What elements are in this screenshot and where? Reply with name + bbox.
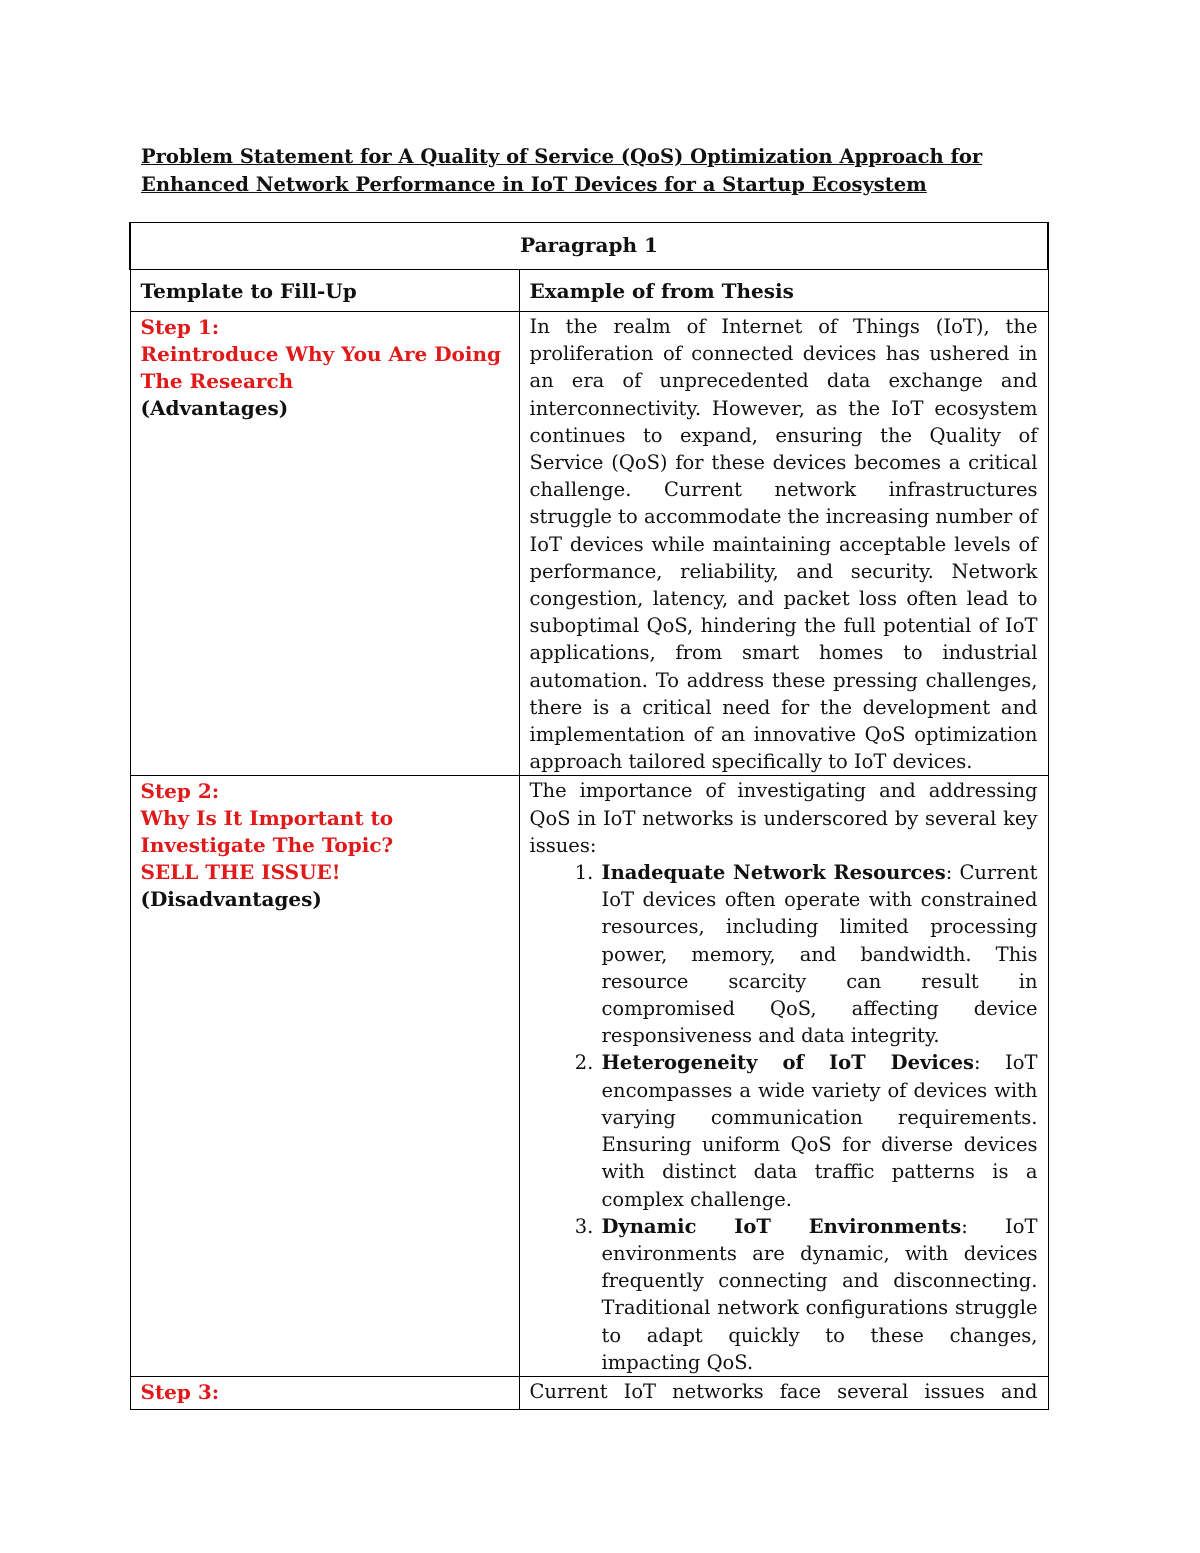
list-item	[600, 859, 1038, 1049]
step-2-heading: Why Is It Important to Investigate The Topic?	[140, 806, 394, 858]
step-2-label: Step 2:	[140, 779, 220, 804]
step-2-example	[519, 776, 1048, 1376]
step-2-note: (Disadvantages)	[140, 887, 322, 912]
table-row	[130, 312, 1048, 776]
step-1-note: (Advantages)	[140, 396, 289, 420]
document-title: Problem Statement for A Quality of Service (QoS) Optimization Approach for Enhanced Network Performance in IoT Devices for a Startup Ecosystem	[141, 145, 983, 196]
step-3-cell	[130, 1376, 519, 1409]
issue-term: Heterogeneity of IoT Devices	[601, 1051, 974, 1075]
issues-list	[530, 859, 1038, 1376]
issue-text: : IoT encompasses a wide variety of devices with varying communication requirements. Ensuring uniform QoS for diverse devices with distinct data traffic patterns is a complex challenge.	[601, 1051, 1038, 1211]
issue-term: Dynamic IoT Environments	[601, 1214, 962, 1238]
table-row	[130, 1376, 1048, 1409]
step-1-example: In the realm of Internet of Things (IoT), the proliferation of connected devices has ushered in an era of unprecedented data exchange and interconnectivity. However, as the IoT ecosystem continues to expand, ensuring the Quality of Service (QoS) for these devices becomes a critical challenge. Current network infrastructures struggle to accommodate the increasing number of IoT devices while maintaining acceptable levels of performance, reliability, and security. Network congestion, latency, and packet loss often lead to suboptimal QoS, hindering the full potential of IoT applications, from smart homes to industrial automation. To address these pressing challenges, there is a critical need for the development and implementation of an innovative QoS optimization approach tailored specifically to IoT devices.	[519, 312, 1048, 776]
issue-text: : IoT environments are dynamic, with devices frequently connecting and disconnecting. Traditional network configurations struggle to adapt quickly to these changes, impacting QoS.	[601, 1214, 1038, 1374]
column-header-example: Example of from Thesis	[519, 270, 1048, 312]
table-row	[130, 776, 1048, 1376]
list-item	[600, 1213, 1038, 1376]
step-1-heading: Reintroduce Why You Are Doing The Research	[140, 342, 502, 393]
step-3-example: Current IoT networks face several issues and	[519, 1376, 1048, 1409]
step-2-intro: The importance of investigating and addressing QoS in IoT networks is underscored by several key issues:	[529, 779, 1038, 857]
issue-term: Inadequate Network Resources	[601, 861, 946, 885]
step-2-heading-2: SELL THE ISSUE!	[140, 860, 341, 885]
problem-statement-table	[129, 222, 1049, 1410]
column-header-template: Template to Fill-Up	[130, 270, 519, 312]
step-1-cell	[130, 312, 519, 776]
step-1-label: Step 1:	[140, 315, 220, 339]
list-item	[600, 1049, 1038, 1212]
issue-text: : Current IoT devices often operate with constrained resources, including limited processing power, memory, and bandwidth. This resource scarcity can result in compromised QoS, affecting device responsiveness and data integrity.	[601, 861, 1038, 1048]
step-3-label: Step 3:	[140, 1379, 220, 1404]
step-2-cell	[130, 776, 519, 1376]
paragraph-header: Paragraph 1	[130, 223, 1048, 270]
